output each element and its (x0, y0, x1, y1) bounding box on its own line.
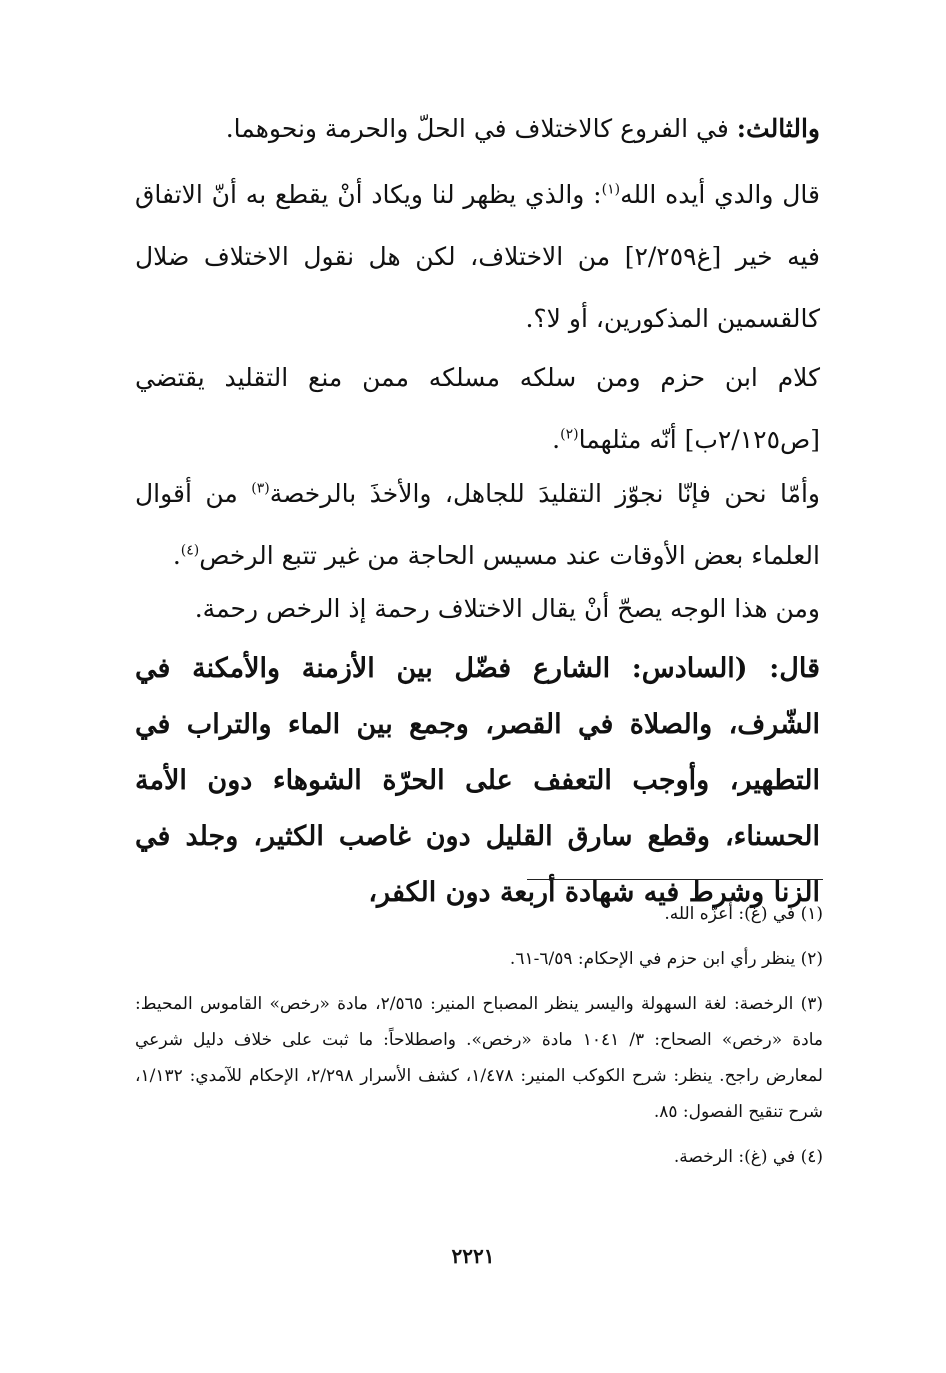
paragraph-text: وأمّا نحن فإنّا نجوّز التقليدَ للجاهل، والأخذَ بالرخصة (269, 479, 820, 508)
footnote-4: (٤) في (غ): الرخصة. (673, 1147, 823, 1167)
paragraph-text: من أقوال العلماء بعض الأوقات عند مسيس الحاجة من غير تتبع الرخص (135, 479, 820, 570)
quote-text: قال: (السادس: الشارع فضّل بين الأزمنة والأمكنة في الشّرف، والصلاة في القصر، وجمع بين الماء والتراب في التطهير، وأوجب التعفف على الحرّة الشوهاء دون الأمة الحسناء، وقطع سارق القليل دون غاصب الكثير، وجلد في الزنا وشرط فيه شهادة أربعة دون الكفر، (135, 653, 820, 908)
footnote-ref-4[interactable]: (٤) (180, 542, 200, 559)
footnotes-section (135, 896, 823, 1184)
footnote-ref-1[interactable]: (١) (601, 181, 621, 198)
paragraph-text: ومن هذا الوجه يصحّ أنْ يقال الاختلاف رحمة إذ الرخص رحمة. (194, 594, 820, 623)
paragraph-third (135, 98, 820, 160)
page-number: ٢٢٢١ (451, 1244, 495, 1268)
paragraph-ibn-hazm (135, 347, 820, 471)
paragraph-father-quote (135, 164, 820, 350)
footnote-2: (٢) ينظر رأي ابن حزم في الإحكام: ٦/٥٩-٦١. (509, 949, 823, 969)
footnote-ref-2[interactable]: (٢) (560, 426, 579, 443)
footnote-ref-3[interactable]: (٣) (251, 480, 270, 497)
paragraph-rahma (135, 578, 820, 640)
paragraph-text: في الفروع كالاختلاف في الحلّ والحرمة ونحوهما. (225, 114, 737, 143)
paragraph-text: . (172, 541, 181, 570)
footnote-divider (527, 879, 823, 880)
paragraph-text: : والذي يظهر لنا ويكاد أنْ يقطع به أنّ الاتفاق فيه خير [غ٢/٢٥٩] من الاختلاف، لكن هل نقول الاختلاف ضلال كالقسمين المذكورين، أو لا؟. (135, 180, 820, 333)
footnote-1: (١) في (غ): أعزّه الله. (664, 904, 823, 924)
paragraph-text: قال والدي أيده الله (620, 180, 820, 209)
paragraph-taqlid (135, 463, 820, 587)
paragraph-lead-word: والثالث: (736, 114, 820, 143)
footnote-3: (٣) الرخصة: لغة السهولة واليسر ينظر المصباح المنير: ٢/٥٦٥، مادة «رخص» القاموس المحيط: مادة «رخص» الصحاح: ٣/ ١٠٤١ مادة «رخص». واصطلاحاً: ما ثبت على خلاف دليل شرعي لمعارض راجح. ينظر: شرح الكوكب المنير: ١/٤٧٨، كشف الأسرار ٢/٢٩٨، الإحكام للآمدي: ١/١٣٢، شرح تنقيح الفصول: ٨٥. (135, 994, 823, 1122)
paragraph-text: كلام ابن حزم ومن سلكه مسلكه ممن منع التقليد يقتضي [ص٢/١٢٥ب] أنّه مثلهما (135, 363, 820, 454)
paragraph-text: . (552, 425, 561, 454)
